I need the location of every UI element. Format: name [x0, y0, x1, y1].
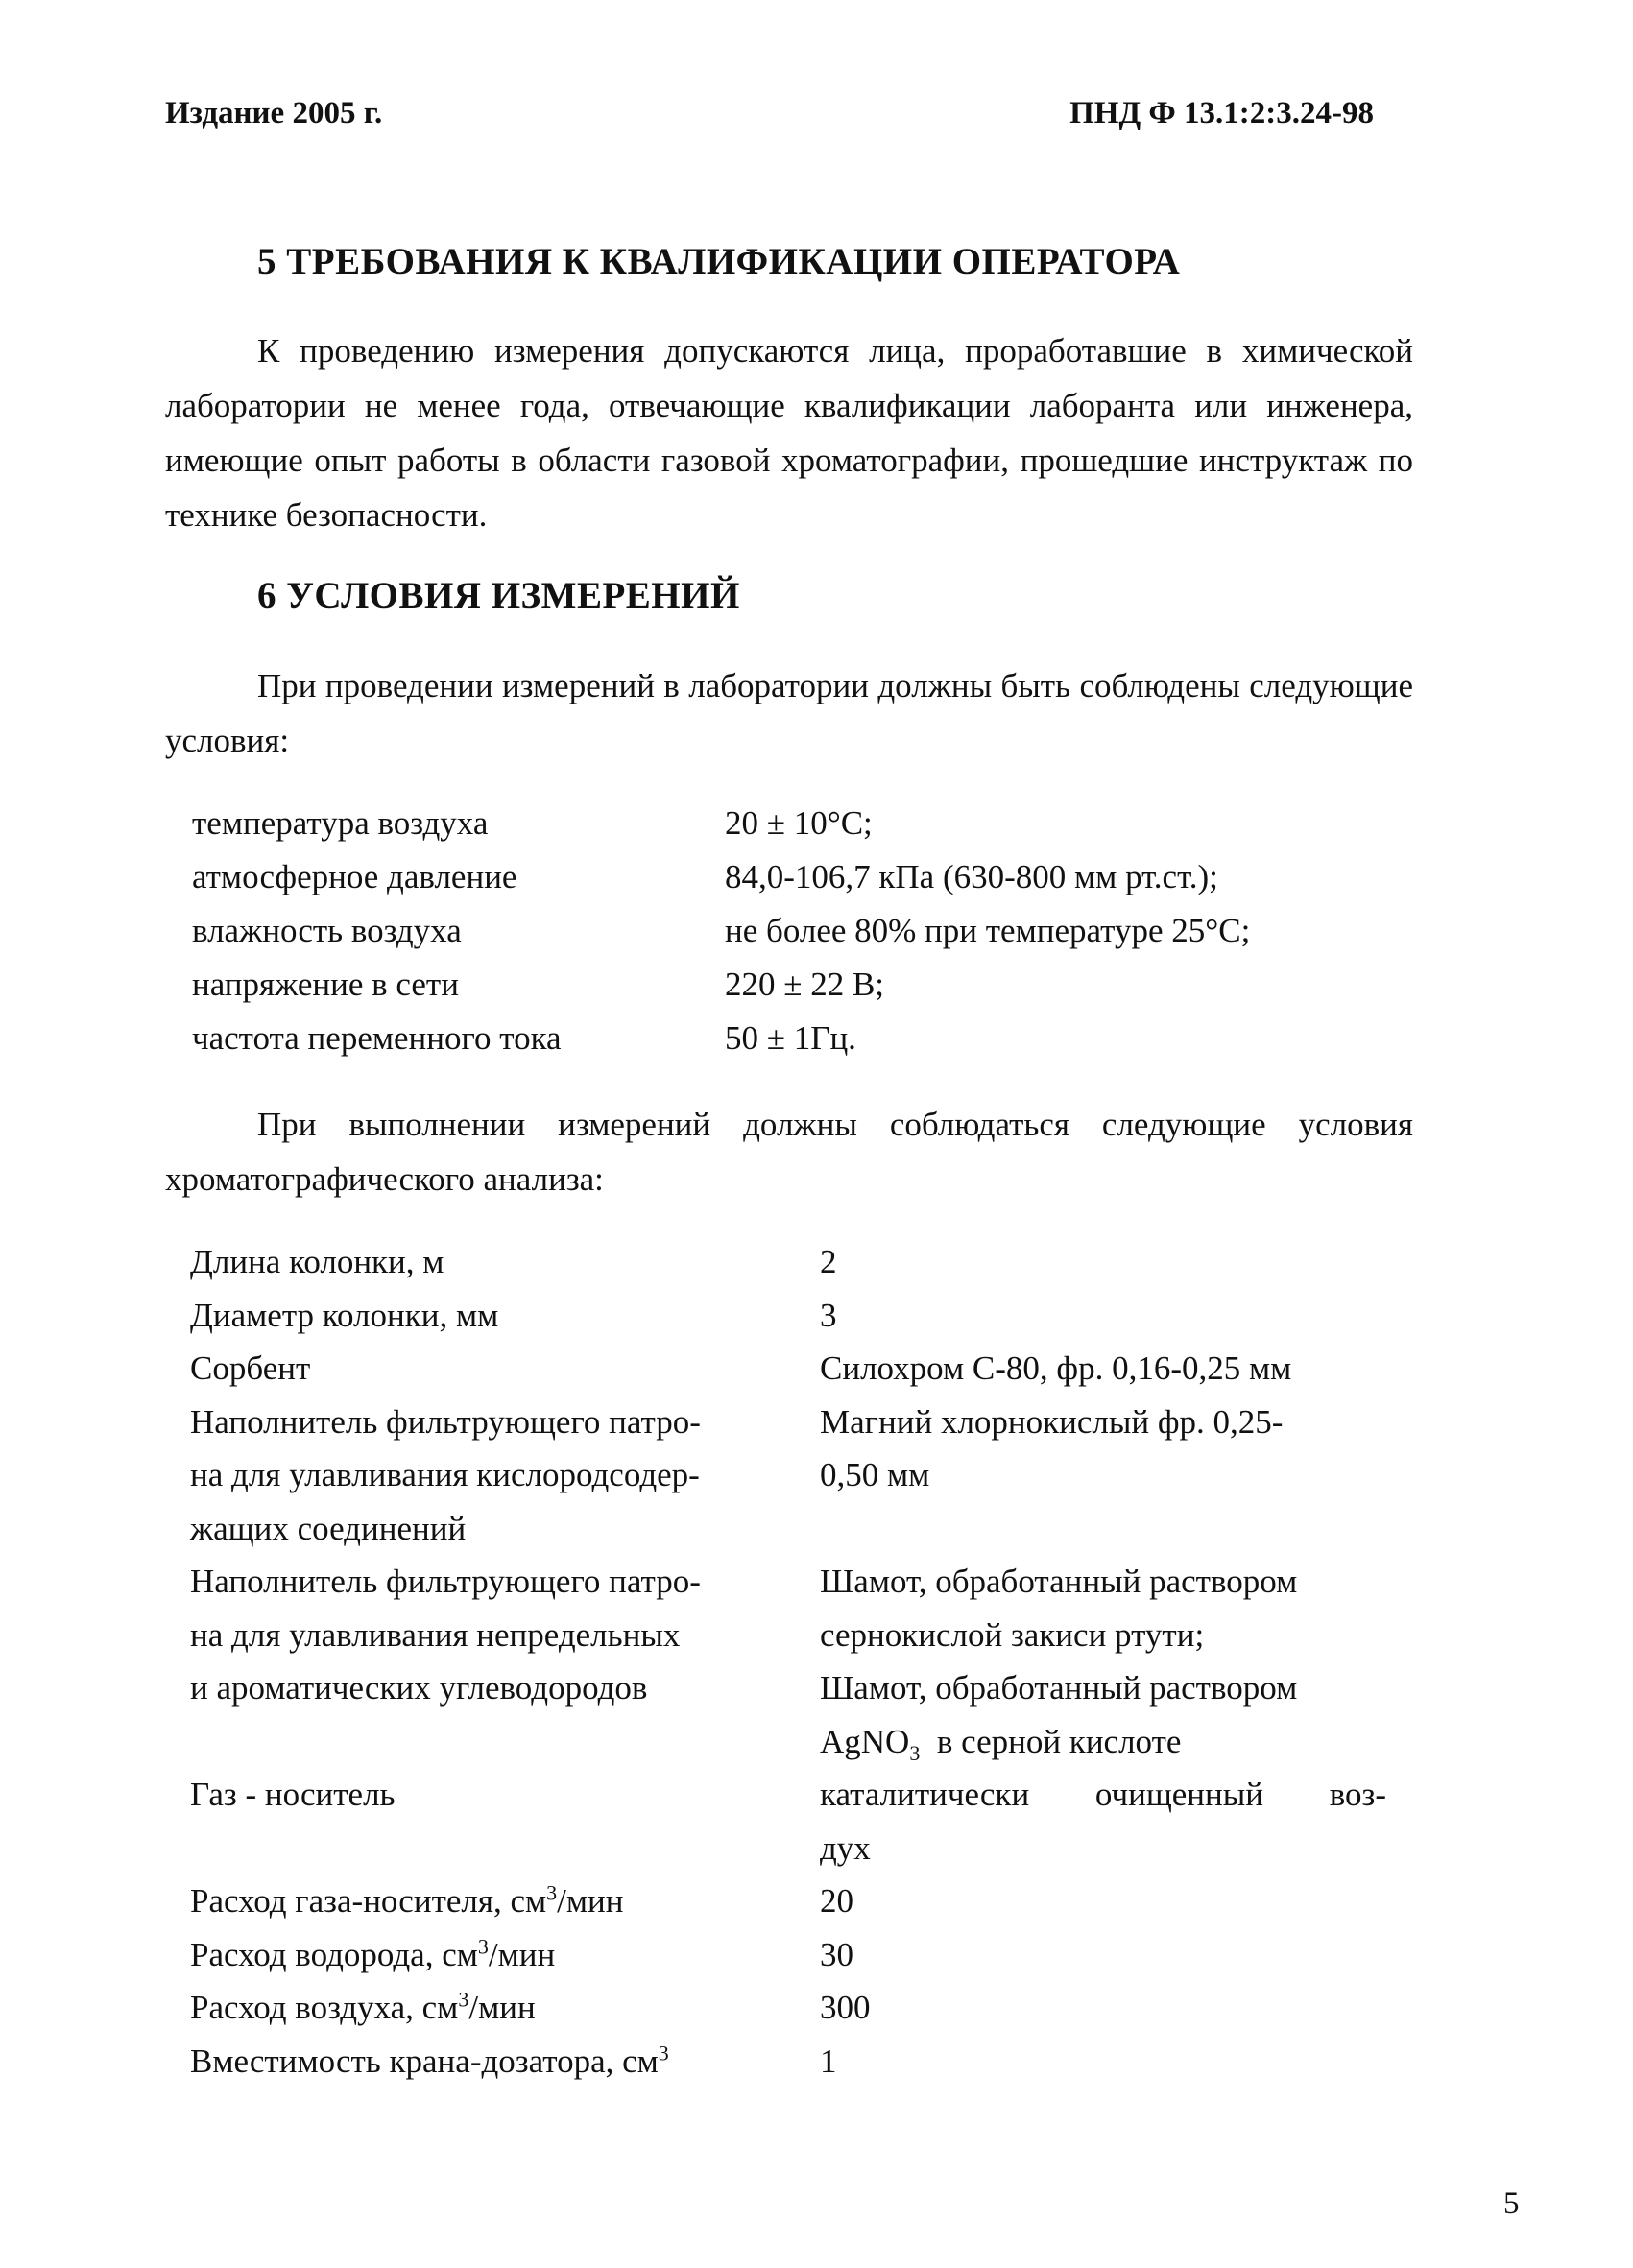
carrier-flow-label — [190, 1874, 820, 1928]
air-flow-value: 300 — [820, 1989, 871, 2026]
formula-subscript: 3 — [909, 1740, 921, 1765]
section-5-title: 5 ТРЕБОВАНИЯ К КВАЛИФИКАЦИИ ОПЕРАТОРА — [257, 241, 1181, 282]
carrier-flow-label-text: Расход газа-носителя, см — [190, 1882, 547, 1920]
hydrogen-flow-label-text: Расход водорода, см — [190, 1935, 478, 1973]
condition-value: не более 80% при температуре 25°С; — [725, 912, 1251, 949]
filler-unsaturated-value-line — [820, 1715, 1386, 1769]
column-length-value: 2 — [820, 1243, 837, 1280]
silver-nitrate-formula: AgNO — [820, 1722, 910, 1760]
cube-superscript: 3 — [546, 1880, 558, 1905]
column-length-label: Длина колонки, м — [190, 1243, 444, 1280]
filler-unsaturated-value-line: сернокислой закиси ртути; — [820, 1615, 1205, 1654]
filler-oxygen-value — [820, 1396, 1386, 1556]
hydrogen-flow-value: 30 — [820, 1935, 853, 1973]
filler-unsaturated-label-line: Наполнитель фильтрующего патро- — [190, 1563, 701, 1600]
sorbent-label: Сорбент — [190, 1349, 311, 1387]
condition-value: 220 ± 22 В; — [725, 966, 885, 1003]
filler-oxygen-value-line: Магний хлорнокислый фр. 0,25- — [820, 1402, 1284, 1441]
filler-unsaturated-label-line: и ароматических углеводородов — [190, 1669, 648, 1707]
table-row — [190, 1768, 1386, 1874]
condition-label: температура воздуха — [192, 804, 489, 842]
table-row — [192, 912, 1250, 966]
table-row — [192, 858, 1250, 912]
table-row — [192, 966, 1250, 1019]
condition-label: частота переменного тока — [192, 1019, 562, 1057]
dosing-valve-value: 1 — [820, 2041, 837, 2080]
filler-oxygen-label-line: Наполнитель фильтрующего патро- — [190, 1402, 701, 1441]
table-row — [190, 1289, 1386, 1343]
table-row — [190, 1342, 1386, 1396]
document-code: ПНД Ф 13.1:2:3.24-98 — [1069, 96, 1374, 131]
carrier-flow-value: 20 — [820, 1882, 853, 1920]
page-number: 5 — [1503, 2186, 1520, 2221]
carrier-gas-label: Газ - носитель — [190, 1776, 396, 1813]
cube-superscript: 3 — [458, 1987, 469, 2012]
sorbent-value: Силохром С-80, фр. 0,16-0,25 мм — [820, 1349, 1292, 1387]
filler-oxygen-label-line: жащих соединений — [190, 1509, 467, 1547]
lab-conditions-table — [192, 804, 1250, 1073]
section-6-intro — [165, 658, 1413, 768]
section-5-text: К проведению измерения допускаются лица, проработавшие в химической лаборатории не менее года, отвечающие квалификации лаборанта или инженера, имеющие опыт работы в области газовой хроматографии, прошедшие инструктаж по технике безопасности. — [165, 332, 1413, 534]
cube-superscript: 3 — [658, 2040, 669, 2065]
condition-value: 50 ± 1Гц. — [725, 1019, 856, 1057]
cube-superscript: 3 — [477, 1933, 489, 1958]
carrier-gas-value-line: дух — [820, 1828, 871, 1867]
table-row — [190, 1874, 1386, 1928]
condition-label: атмосферное давление — [192, 858, 517, 895]
condition-label: напряжение в сети — [192, 966, 459, 1003]
filler-unsaturated-value-line: Шамот, обработанный раствором — [820, 1563, 1298, 1600]
filler-oxygen-value-line: 0,50 мм — [820, 1456, 930, 1493]
carrier-gas-value-line: каталитически очищенный воз- — [820, 1776, 1386, 1813]
air-flow-label-text: Расход воздуха, см — [190, 1989, 459, 2026]
chromatography-conditions-table — [190, 1235, 1386, 2088]
table-row — [192, 1019, 1250, 1073]
filler-oxygen-label-line: на для улавливания кислородсодер- — [190, 1456, 700, 1493]
table-row — [190, 2035, 1386, 2089]
carrier-gas-value — [820, 1768, 1386, 1874]
dosing-valve-label-text: Вместимость крана-дозатора, см — [190, 2041, 659, 2080]
filler-unsaturated-label — [190, 1555, 820, 1768]
filler-unsaturated-value-line: Шамот, обработанный раствором — [820, 1669, 1298, 1707]
dosing-valve-label — [190, 2035, 820, 2089]
condition-value: 20 ± 10°С; — [725, 804, 873, 842]
table-row — [190, 1235, 1386, 1289]
analysis-intro-text: При выполнении измерений должны соблюдаться следующие условия хроматографического анализа: — [165, 1106, 1413, 1198]
filler-unsaturated-label-line: на для улавливания непредельных — [190, 1615, 681, 1654]
table-row — [192, 804, 1250, 858]
per-minute-unit: /мин — [488, 1935, 556, 1973]
filler-oxygen-label — [190, 1396, 820, 1556]
condition-value: 84,0-106,7 кПа (630-800 мм рт.ст.); — [725, 858, 1218, 895]
column-diameter-label: Диаметр колонки, мм — [190, 1296, 499, 1334]
condition-label: влажность воздуха — [192, 912, 462, 949]
per-minute-unit: /мин — [468, 1989, 536, 2026]
analysis-intro — [165, 1097, 1413, 1206]
section-6-intro-text: При проведении измерений в лаборатории должны быть соблюдены следующие условия: — [165, 667, 1413, 759]
column-diameter-value: 3 — [820, 1296, 837, 1334]
edition-label: Издание 2005 г. — [165, 96, 383, 131]
table-row — [190, 1981, 1386, 2035]
filler-unsaturated-value — [820, 1555, 1386, 1768]
table-row — [190, 1928, 1386, 1982]
per-minute-unit: /мин — [557, 1882, 624, 1920]
section-6-title: 6 УСЛОВИЯ ИЗМЕРЕНИЙ — [257, 575, 740, 616]
air-flow-label — [190, 1981, 820, 2035]
section-5-paragraph — [165, 323, 1413, 542]
silver-nitrate-solvent: в серной кислоте — [920, 1722, 1182, 1760]
table-row — [190, 1396, 1386, 1556]
table-row — [190, 1555, 1386, 1768]
hydrogen-flow-label — [190, 1928, 820, 1982]
